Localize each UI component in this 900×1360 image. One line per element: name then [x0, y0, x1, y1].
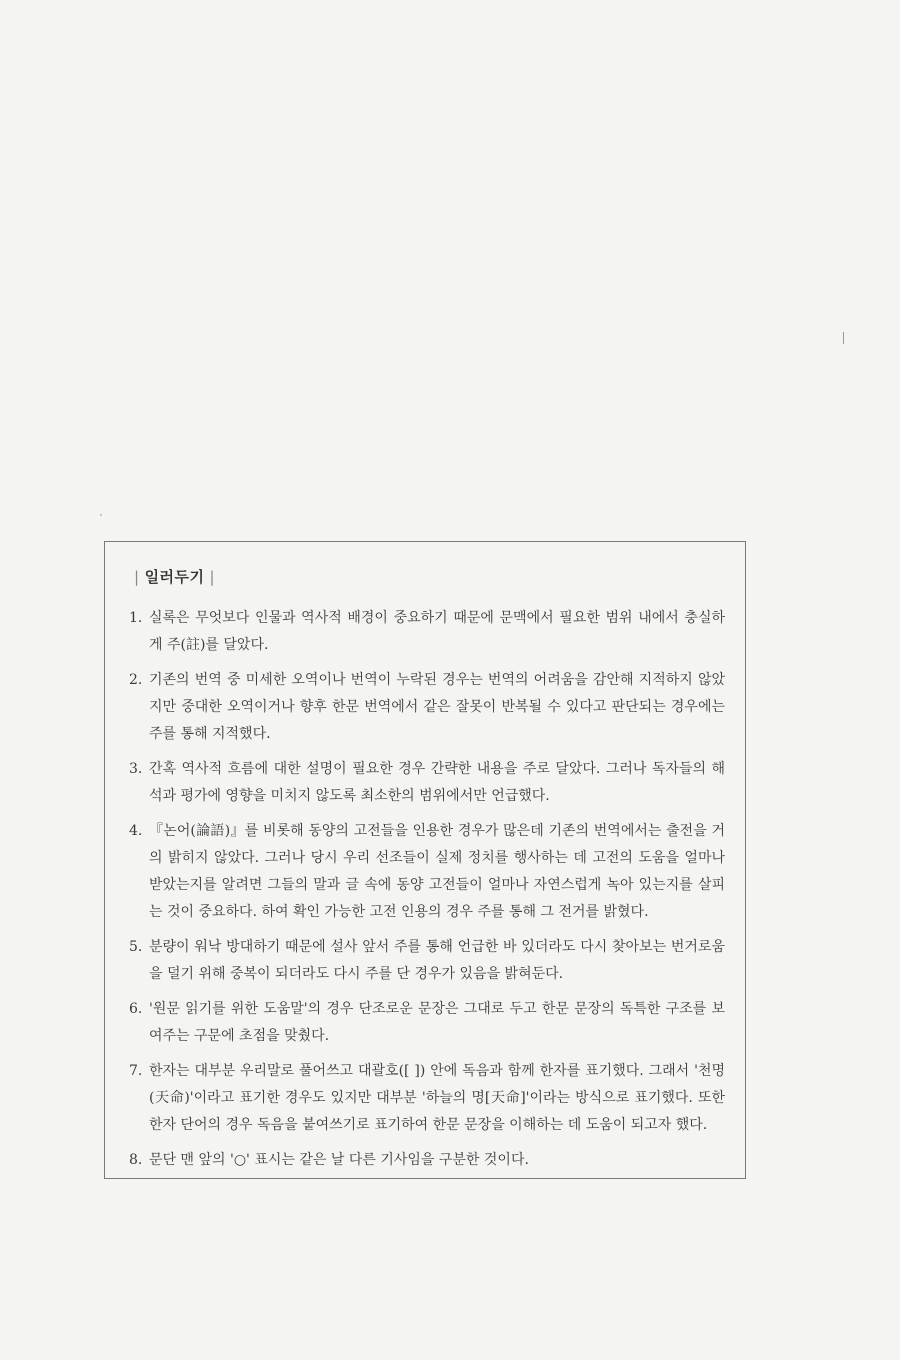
note-number: 3. [129, 761, 143, 777]
note-number: 6. [129, 1001, 143, 1017]
note-text: 한자는 대부분 우리말로 풀어쓰고 대괄호([ ]) 안에 독음과 함께 한자를 표기했다. 그래서 '천명(天命)'이라고 표기한 경우도 있지만 대부분 '하늘의 명[天命]'이라는 방식으로 표기했다. 또한 한자 단어의 경우 독음을 붙여쓰기로 표기하여 한문 문장을 이해하는 데 도움이 되고자 했다. [149, 1063, 725, 1133]
editorial-notes-box [104, 541, 746, 1179]
note-number: 7. [129, 1063, 143, 1079]
note-text: 실록은 무엇보다 인물과 역사적 배경이 중요하기 때문에 문맥에서 필요한 범위 내에서 충실하게 주(註)를 달았다. [149, 610, 725, 653]
page-edge-mark [843, 332, 844, 344]
note-text: '원문 읽기를 위한 도움말'의 경우 단조로운 문장은 그대로 두고 한문 문장의 독특한 구조를 보여주는 구문에 초점을 맞췄다. [149, 1001, 725, 1044]
note-item [129, 934, 725, 988]
notes-heading [129, 566, 725, 587]
note-item [129, 818, 725, 926]
heading-bar-right: | [209, 568, 216, 586]
note-number: 1. [129, 610, 143, 626]
note-item [129, 1147, 725, 1174]
note-text: 『논어(論語)』를 비롯해 동양의 고전들을 인용한 경우가 많은데 기존의 번역에서는 출전을 거의 밝히지 않았다. 그러나 당시 우리 선조들이 실제 정치를 행사하는 데 고전의 도움을 얼마나 받았는지를 알려면 그들의 말과 글 속에 동양 고전들이 얼마나 자연스럽게 녹아 있는지를 살피는 것이 중요하다. 하여 확인 가능한 고전 인용의 경우 주를 통해 그 전거를 밝혔다. [149, 823, 725, 920]
note-number: 4. [129, 823, 143, 839]
note-text: 기존의 번역 중 미세한 오역이나 번역이 누락된 경우는 번역의 어려움을 감안해 지적하지 않았지만 중대한 오역이거나 향후 한문 번역에서 같은 잘못이 반복될 수 있다고 판단되는 경우에는 주를 통해 지적했다. [149, 672, 725, 742]
note-text: 문단 맨 앞의 '○' 표시는 같은 날 다른 기사임을 구분한 것이다. [149, 1152, 529, 1168]
notes-list [129, 605, 725, 1174]
note-item [129, 1058, 725, 1139]
note-text: 간혹 역사적 흐름에 대한 설명이 필요한 경우 간략한 내용을 주로 달았다. 그러나 독자들의 해석과 평가에 영향을 미치지 않도록 최소한의 범위에서만 언급했다. [149, 761, 725, 804]
note-number: 8. [129, 1152, 143, 1168]
note-number: 5. [129, 939, 143, 955]
note-item [129, 756, 725, 810]
note-item [129, 667, 725, 748]
note-item [129, 605, 725, 659]
page-speck [100, 514, 102, 516]
note-number: 2. [129, 672, 143, 688]
notes-heading-text: 일러두기 [144, 568, 205, 586]
note-text: 분량이 워낙 방대하기 때문에 설사 앞서 주를 통해 언급한 바 있더라도 다시 찾아보는 번거로움을 덜기 위해 중복이 되더라도 다시 주를 단 경우가 있음을 밝혀둔다. [149, 939, 725, 982]
heading-bar-left: | [134, 568, 140, 586]
note-item [129, 996, 725, 1050]
